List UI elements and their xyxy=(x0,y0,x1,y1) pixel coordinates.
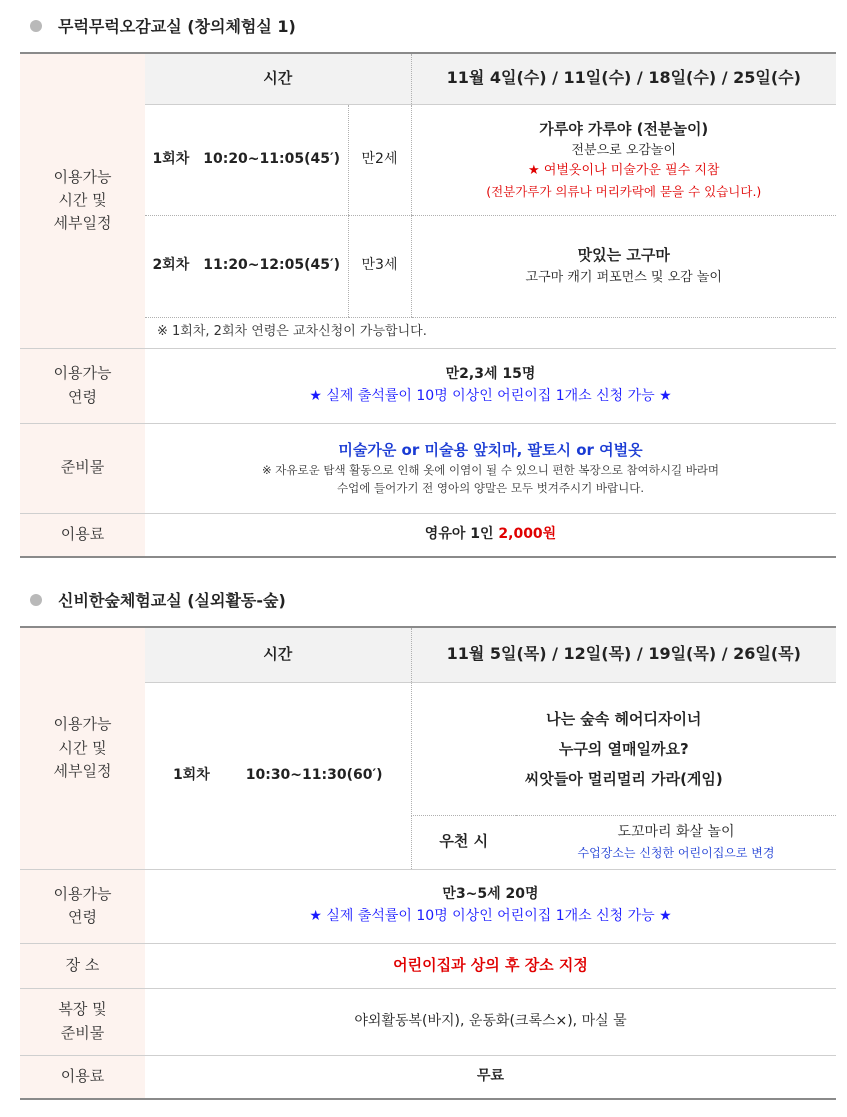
dates-header: 11월 5일(목) / 12일(목) / 19일(목) / 26일(목) xyxy=(411,627,836,682)
age-cell: 만2,3세 15명 ★ 실제 출석률이 10명 이상인 어린이집 1개소 신청 가능 ★ xyxy=(145,348,836,423)
section2-title: 신비한숲체험교실 (실외활동-숲) xyxy=(30,588,286,611)
prep-cell: 미술가운 or 미술용 앞치마, 팔토시 or 여벌옷 ※ 자유로운 탐색 활동으로 인해 옷에 이염이 될 수 있으니 편한 복장으로 참여하시길 바라며 수업에 들어가기 전 영아의 양말은 모두 벗겨주시기 바랍니다. xyxy=(145,423,836,513)
age-cell: 만3~5세 20명 ★ 실제 출석률이 10명 이상인 어린이집 1개소 신청 가능 ★ xyxy=(145,869,836,943)
prep-label: 준비물 xyxy=(20,423,145,513)
session2-age: 만3세 xyxy=(348,215,411,317)
rain-label: 우천 시 xyxy=(411,815,516,869)
bullet-icon xyxy=(30,20,42,32)
session1-activity: 가루야 가루야 (전분놀이) 전분으로 오감놀이 ★ 여벌옷이나 미술가운 필수 지참 (전분가루가 의류나 머리카락에 묻을 수 있습니다.) xyxy=(411,104,836,215)
dress-label: 복장 및 준비물 xyxy=(20,988,145,1055)
warning-text: ★ 여벌옷이나 미술가운 필수 지참 xyxy=(528,163,720,179)
time-header: 시간 xyxy=(145,53,411,104)
dress-cell: 야외활동복(바지), 운동화(크록스×), 마실 물 xyxy=(145,988,836,1055)
place-cell: 어린이집과 상의 후 장소 지정 xyxy=(145,943,836,988)
session1: 1회차 10:20~11:05(45′) xyxy=(145,104,348,215)
fee-cell: 영유아 1인 2,000원 xyxy=(145,513,836,557)
section2-table xyxy=(20,626,836,1100)
time-header: 시간 xyxy=(145,627,411,682)
session2: 2회차 11:20~12:05(45′) xyxy=(145,215,348,317)
bullet-icon xyxy=(30,594,42,606)
fee-label: 이용료 xyxy=(20,513,145,557)
session1: 1회차 10:30~11:30(60′) xyxy=(145,682,411,869)
rain-cell: 도꼬마리 화살 놀이 수업장소는 신청한 어린이집으로 변경 xyxy=(516,815,836,869)
age-label: 이용가능 연령 xyxy=(20,869,145,943)
schedule-label: 이용가능 시간 및 세부일정 xyxy=(20,627,145,869)
dates-header: 11월 4일(수) / 11일(수) / 18일(수) / 25일(수) xyxy=(411,53,836,104)
activity-list: 나는 숲속 헤어디자이너 누구의 열매일까요? 씨앗들아 멀리멀리 가라(게임) xyxy=(411,682,836,815)
schedule-label: 이용가능 시간 및 세부일정 xyxy=(20,53,145,348)
section1-table xyxy=(20,52,836,558)
fee-cell: 무료 xyxy=(145,1055,836,1099)
fee-label: 이용료 xyxy=(20,1055,145,1099)
cross-apply-note: ※ 1회차, 2회차 연령은 교차신청이 가능합니다. xyxy=(145,317,836,348)
section1-title: 무럭무럭오감교실 (창의체험실 1) xyxy=(30,14,296,37)
session1-age: 만2세 xyxy=(348,104,411,215)
session2-activity: 맛있는 고구마 고구마 캐기 퍼포먼스 및 오감 놀이 xyxy=(411,215,836,317)
age-label: 이용가능 연령 xyxy=(20,348,145,423)
place-label: 장 소 xyxy=(20,943,145,988)
